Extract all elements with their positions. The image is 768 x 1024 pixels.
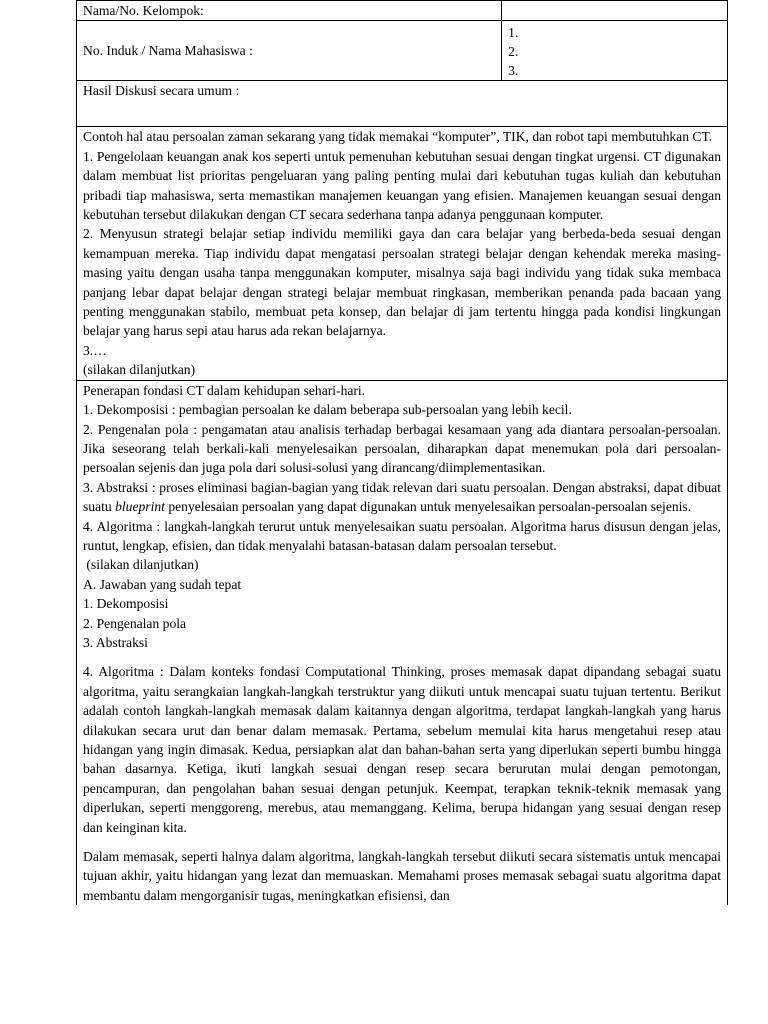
discussion-label: Hasil Diskusi secara umum : [77,81,728,127]
foundation-item-3: 3. Abstraksi : proses eliminasi bagian-bagian yang tidak relevan dari suatu persoalan. Dengan abstraksi, dapat dibuat suatu blueprint penyelesaian persoalan yang dapat digunakan untuk menyelesaikan persoalan-persoalan sejenis. [83,479,721,515]
algoritma-paragraph: 4. Algoritma : Dalam konteks fondasi Computational Thinking, proses memasak dapat dipandang sebagai suatu algoritma, yaitu serangkaian langkah-langkah terstruktur yang diikuti untuk mencapai suatu tujuan tertentu. Berikut adalah contoh langkah-langkah memasak dalam kaitannya dengan algoritma, terdapat langkah-langkah yang harus dilakukan secara urut dan benar dalam memasak. Pertama, sebelum memulai kita harus mengetahui resep atau hidangan yang ingin dimasak. Kedua, persiapkan alat dan bahan-bahan serta yang diperlukan seperti bumbu hingga bahan dasarnya. Ketiga, ikuti langkah sesuai dengan resep secara berurutan mulai dengan pemotongan, pencampuran, dan pengolahan bahan sesuai dengan petunjuk. Keempat, terapkan teknik-teknik memasak yang diperlukan, seperti menggoreng, merebus, atau memanggang. Kelima, berupa hidangan yang sesuai dengan resep dan keinginan kita. [83,664,721,835]
answer-item-3: 3. Abstraksi [83,634,148,650]
discussion-row [77,81,728,127]
examples-cell [77,127,728,380]
student-row [77,21,728,81]
group-label: Nama/No. Kelompok: [77,1,502,21]
section-foundations [77,380,728,905]
foundation-item-2: 2. Pengenalan pola : pengamatan atau analisis terhadap berbagai kesamaan yang ada diantara persoalan-persoalan. Jika seseorang telah berkali-kali menyelesaikan persoalan, diharapkan dapat menemukan pola dari persoalan-persoalan sejenis dan juga pola dari solusi-solusi yang dirancang/diimplementasikan. [83,421,721,476]
group-value-cell[interactable] [502,1,728,21]
student-number-3: 3. [508,63,519,79]
blueprint-term: blueprint [115,499,165,515]
group-row [77,1,728,21]
student-label: No. Induk / Nama Mahasiswa : [77,21,502,81]
examples-continue-note: (silakan dilanjutkan) [83,362,196,378]
foundations-intro: Penerapan fondasi CT dalam kehidupan sehari-hari. [83,382,366,398]
section-examples [77,127,728,380]
answer-item-1: 1. Dekomposisi [83,596,169,612]
student-number-cell[interactable] [502,21,728,81]
example-item-3: 3.… [83,342,107,358]
example-item-2: 2. Menyusun strategi belajar setiap individu memiliki gaya dan cara belajar yang berbeda-beda sesuai dengan kemampuan mereka. Tiap individu dapat mengatasi persoalan strategi belajar dengan kehendak mereka masing-masing yaitu dengan usaha tanpa menggunakan komputer, misalnya saja bagi individu yang tidak suka membaca panjang lebar dapat belajar dengan strategi belajar membuat ringkasan, memberikan penanda pada bacaan yang penting menggunakan stabilo, membuat peta konsep, dan belajar di jam tertentu hingga pada kondisi lingkungan belajar yang harus sepi atau harus ada rekan belajarnya. [83,226,721,339]
example-item-1: 1. Pengelolaan keuangan anak kos seperti untuk pemenuhan kebutuhan sesuai dengan tingkat urgensi. CT digunakan dalam membuat list prioritas pengeluaran yang paling penting mulai dari kebutuhan tugas kuliah dan kebutuhan pribadi tiap mahasiswa, serta memastikan manajemen keuangan yang efisien. Manajemen keuangan sesuai dengan kebutuhan tersebut dilakukan dengan CT secara sederhana tanpa adanya penggunaan komputer. [83,148,721,223]
foundations-cell [77,380,728,905]
student-number-1: 1. [508,25,519,41]
foundation-item-1: 1. Dekomposisi : pembagian persoalan ke dalam beberapa sub-persoalan yang lebih kecil. [83,402,572,418]
answer-title: A. Jawaban yang sudah tepat [83,576,242,592]
student-number-list [508,21,727,80]
worksheet-table [76,0,728,905]
closing-paragraph: Dalam memasak, seperti halnya dalam algoritma, langkah-langkah tersebut diikuti secara sistematis untuk mencapai tujuan akhir, yaitu hidangan yang lezat dan memuaskan. Memahami proses memasak sebagai suatu algoritma dapat membantu dalam mengorganisir tugas, meningkatkan efisiensi, dan [83,849,721,903]
foundations-continue-note: (silakan dilanjutkan) [83,557,199,573]
worksheet [76,0,728,905]
student-number-2: 2. [508,44,519,60]
answer-item-2: 2. Pengenalan pola [83,615,187,631]
examples-intro: Contoh hal atau persoalan zaman sekarang yang tidak memakai “komputer”, TIK, dan robot tapi membutuhkan CT. [83,129,713,145]
foundation-item-4: 4. Algoritma : langkah-langkah terurut untuk menyelesaikan suatu persoalan. Algoritma harus disusun dengan jelas, runtut, lengkap, efisien, dan tidak menyalahi batasan-batasan dalam persoalan tersebut. [83,518,721,553]
